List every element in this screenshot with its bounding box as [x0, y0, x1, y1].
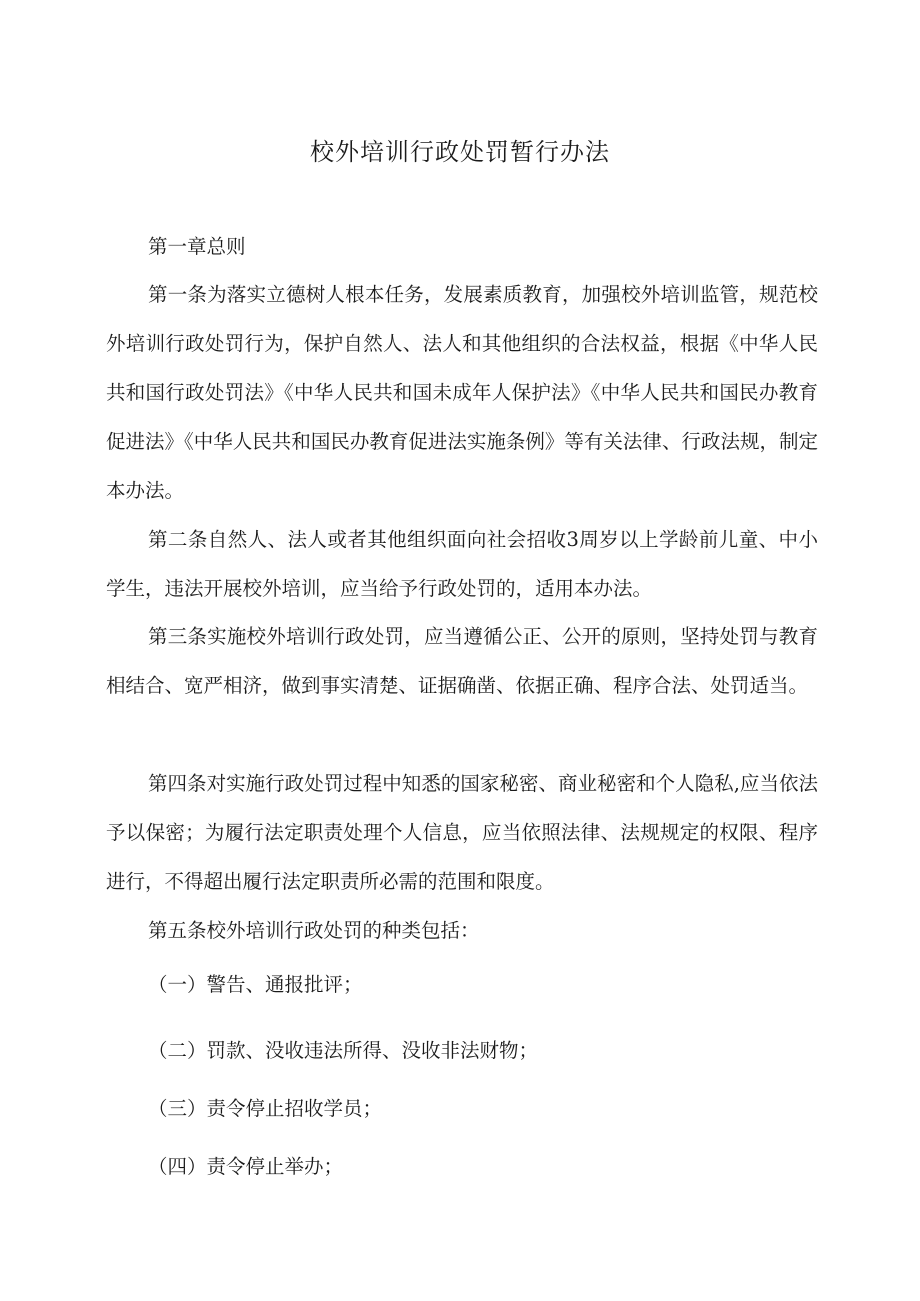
penalty-item-3: （三）责令停止招收学员；	[148, 1097, 383, 1120]
penalty-item-2: （二）罚款、没收违法所得、没收非法财物；	[148, 1039, 539, 1062]
article-4: 第四条对实施行政处罚过程中知悉的国家秘密、商业秘密和个人隐私,应当依法予以保密；为履行法定职责处理个人信息，应当依照法律、法规规定的权限、程序进行，不得超出履行法定职责所必需的范围和限度。	[106, 772, 818, 893]
article-3: 第三条实施校外培训行政处罚，应当遵循公正、公开的原则，坚持处罚与教育相结合、宽严相济，做到事实清楚、证据确凿、依据正确、程序合法、处罚适当。	[106, 625, 818, 697]
document-title: 校外培训行政处罚暂行办法	[310, 138, 610, 166]
article-5: 第五条校外培训行政处罚的种类包括：	[148, 919, 480, 942]
penalty-item-4: （四）责令停止举办；	[148, 1155, 344, 1178]
article-1: 第一条为落实立德树人根本任务，发展素质教育，加强校外培训监管，规范校外培训行政处罚行为，保护自然人、法人和其他组织的合法权益，根据《中华人民共和国行政处罚法》《中华人民共和国未成年人保护法》《中华人民共和国民办教育促进法》《中华人民共和国民办教育促进法实施条例》等有关法律、行政法规，制定本办法。	[106, 283, 818, 502]
chapter-heading: 第一章总则	[148, 235, 246, 258]
article-2: 第二条自然人、法人或者其他组织面向社会招收3周岁以上学龄前儿童、中小学生，违法开展校外培训，应当给予行政处罚的，适用本办法。	[106, 528, 818, 600]
penalty-item-1: （一）警告、通报批评；	[148, 973, 363, 996]
